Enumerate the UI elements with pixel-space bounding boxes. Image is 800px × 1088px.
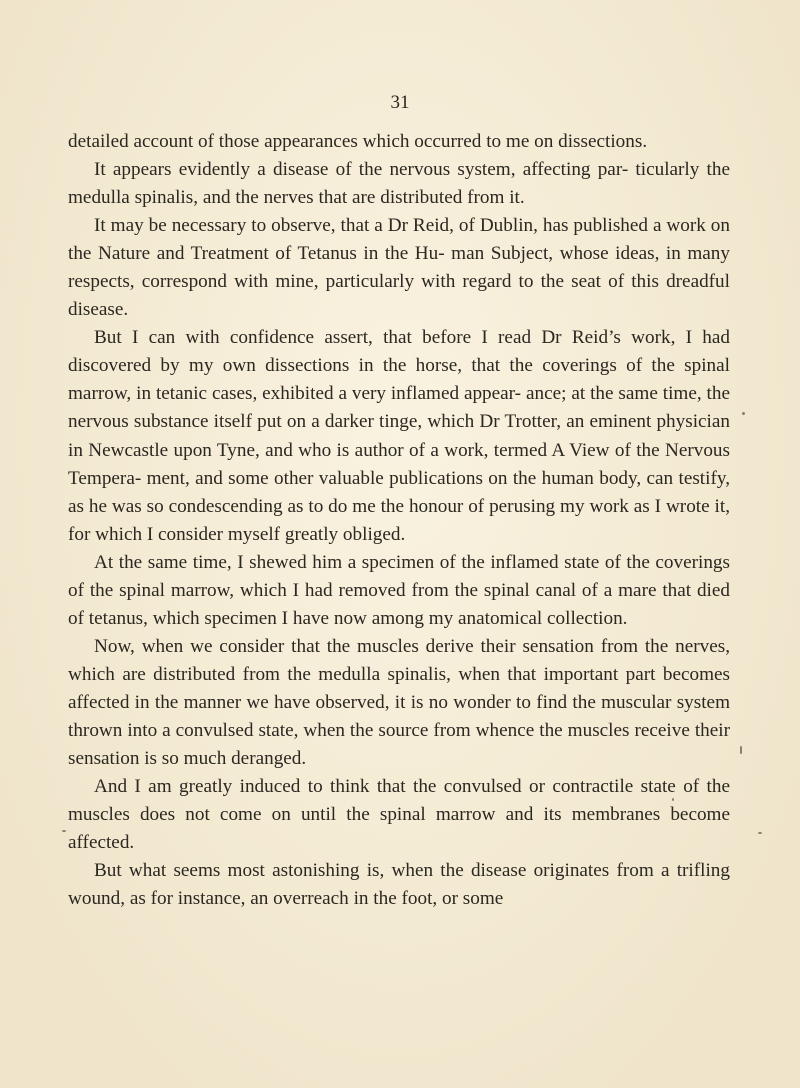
paragraph-4: But I can with confidence assert, that before I read Dr Reid’s work, I had discovered by my own dissections in the horse, that the coverings of the spinal marrow, in tetanic cases, exhibited a very inflamed appear- ance; at the same time, the nervous substance itself put on a darker tinge, which Dr Trotter, an eminent physician in Newcastle upon Tyne, and who is author of a work, termed A View of the Nervous Tempera- ment, and some other valuable publications on the human body, can testify, as he was so condescending as to do me the honour of perusing my work as I wrote it, for which I consider myself greatly obliged. xyxy=(68,327,730,545)
paragraph-6: Now, when we consider that the muscles derive their sensation from the nerves, which are distributed from the medulla spinalis, when that important part becomes affected in the manner we have observed, it is no wonder to find the muscular system thrown into a convulsed state, when the source from whence the muscles receive their sensation is so much deranged. xyxy=(68,635,730,770)
body-text xyxy=(68,128,730,913)
paper-speck xyxy=(742,412,745,415)
paper-speck xyxy=(62,830,66,832)
paragraph-1: detailed account of those appearances which occurred to me on dissections. xyxy=(68,131,648,152)
paragraph-3: It may be necessary to observe, that a Dr Reid, of Dublin, has published a work on the Nature and Treatment of Tetanus in the Hu- man Subject, whose ideas, in many respects, correspond with mine, particularly with regard to the seat of this dreadful disease. xyxy=(68,215,730,321)
paragraph-7: And I am greatly induced to think that the convulsed or contractile state of the muscles does not come on until the spinal marrow and its membranes become affected. xyxy=(68,776,730,854)
paper-speck xyxy=(672,798,674,801)
paragraph-5: At the same time, I shewed him a specimen of the inflamed state of the coverings of the spinal marrow, which I had removed from the spinal canal of a mare that died of tetanus, which specimen I have now among my anatomical collection. xyxy=(68,551,730,629)
paper-speck xyxy=(758,832,762,834)
page-number: 31 xyxy=(390,92,410,113)
paragraph-2: It appears evidently a disease of the nervous system, affecting par- ticularly the medulla spinalis, and the nerves that are distributed from it. xyxy=(68,159,730,209)
paragraph-8: But what seems most astonishing is, when the disease originates from a trifling wound, as for instance, an overreach in the foot, or some xyxy=(68,860,730,910)
paper-speck xyxy=(740,746,742,754)
